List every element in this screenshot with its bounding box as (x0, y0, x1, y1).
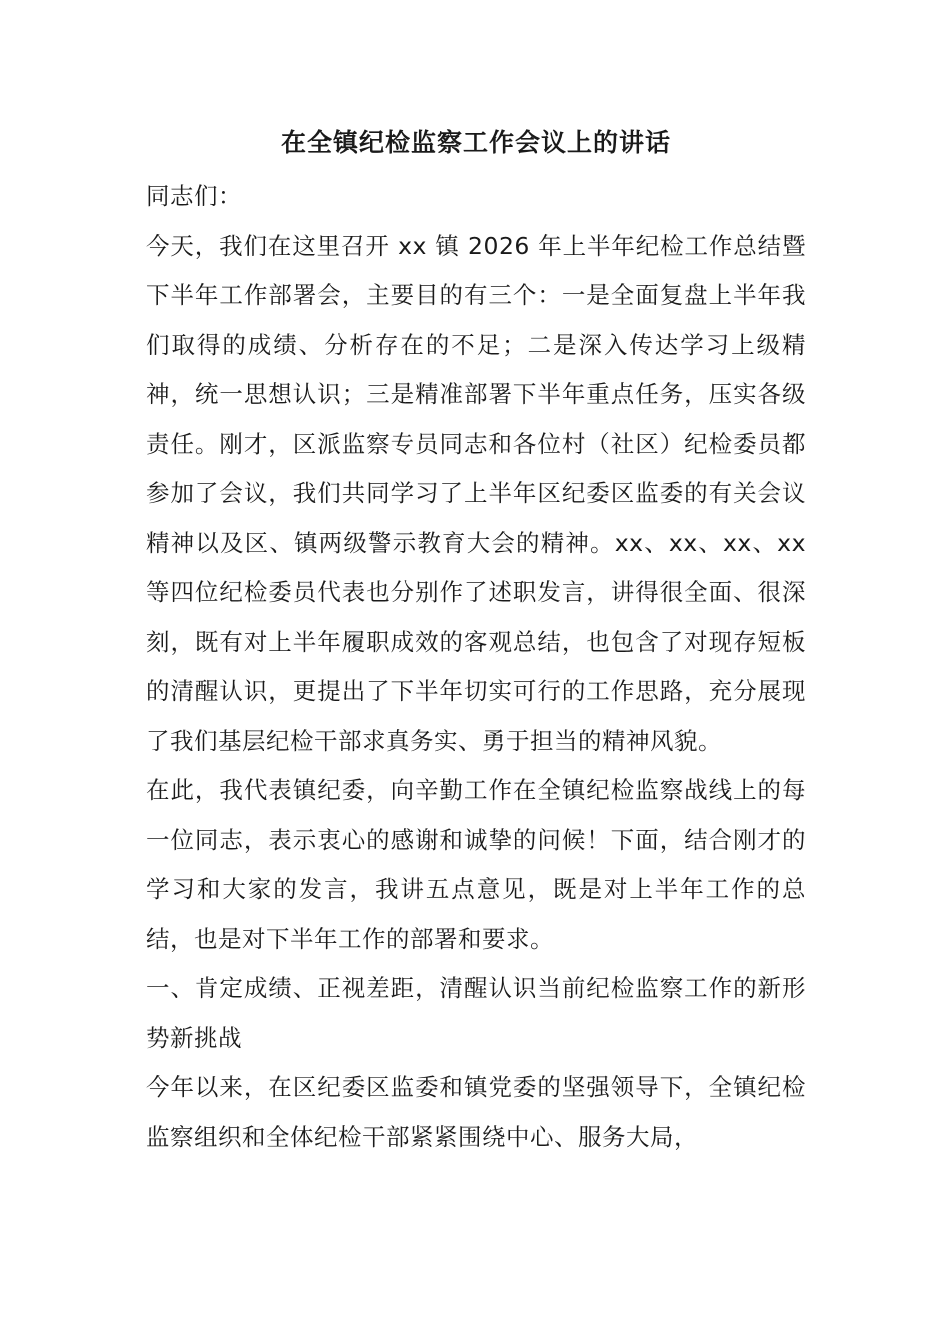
document-title: 在全镇纪检监察工作会议上的讲话 (280, 128, 671, 157)
document-body (146, 118, 806, 1162)
section-heading-1: 一、肯定成绩、正视差距，清醒认识当前纪检监察工作的新形势新挑战 (146, 974, 806, 1052)
paragraph-opening: 今天，我们在这里召开 xx 镇 2026 年上半年纪检工作总结暨下半年工作部署会，主要目的有三个：一是全面复盘上半年我们取得的成绩、分析存在的不足；二是深入传达学习上级精神，统一思想认识；三是精准部署下半年重点任务，压实各级责任。刚才，区派监察专员同志和各位村（社区）纪检委员都参加了会议，我们共同学习了上半年区纪委区监委的有关会议精神以及区、镇两级警示教育大会的精神。xx、xx、xx、xx 等四位纪检委员代表也分别作了述职发言，讲得很全面、很深刻，既有对上半年履职成效的客观总结，也包含了对现存短板的清醒认识，更提出了下半年切实可行的工作思路，充分展现了我们基层纪检干部求真务实、勇于担当的精神风貌。 (146, 231, 806, 755)
paragraph-thanks: 在此，我代表镇纪委，向辛勤工作在全镇纪检监察战线上的每一位同志，表示衷心的感谢和诚挚的问候！下面，结合刚才的学习和大家的发言，我讲五点意见，既是对上半年工作的总结，也是对下半年工作的部署和要求。 (146, 776, 806, 953)
paragraph-section-1: 今年以来，在区纪委区监委和镇党委的坚强领导下，全镇纪检监察组织和全体纪检干部紧紧围绕中心、服务大局， (146, 1073, 806, 1151)
salutation: 同志们： (146, 182, 242, 210)
